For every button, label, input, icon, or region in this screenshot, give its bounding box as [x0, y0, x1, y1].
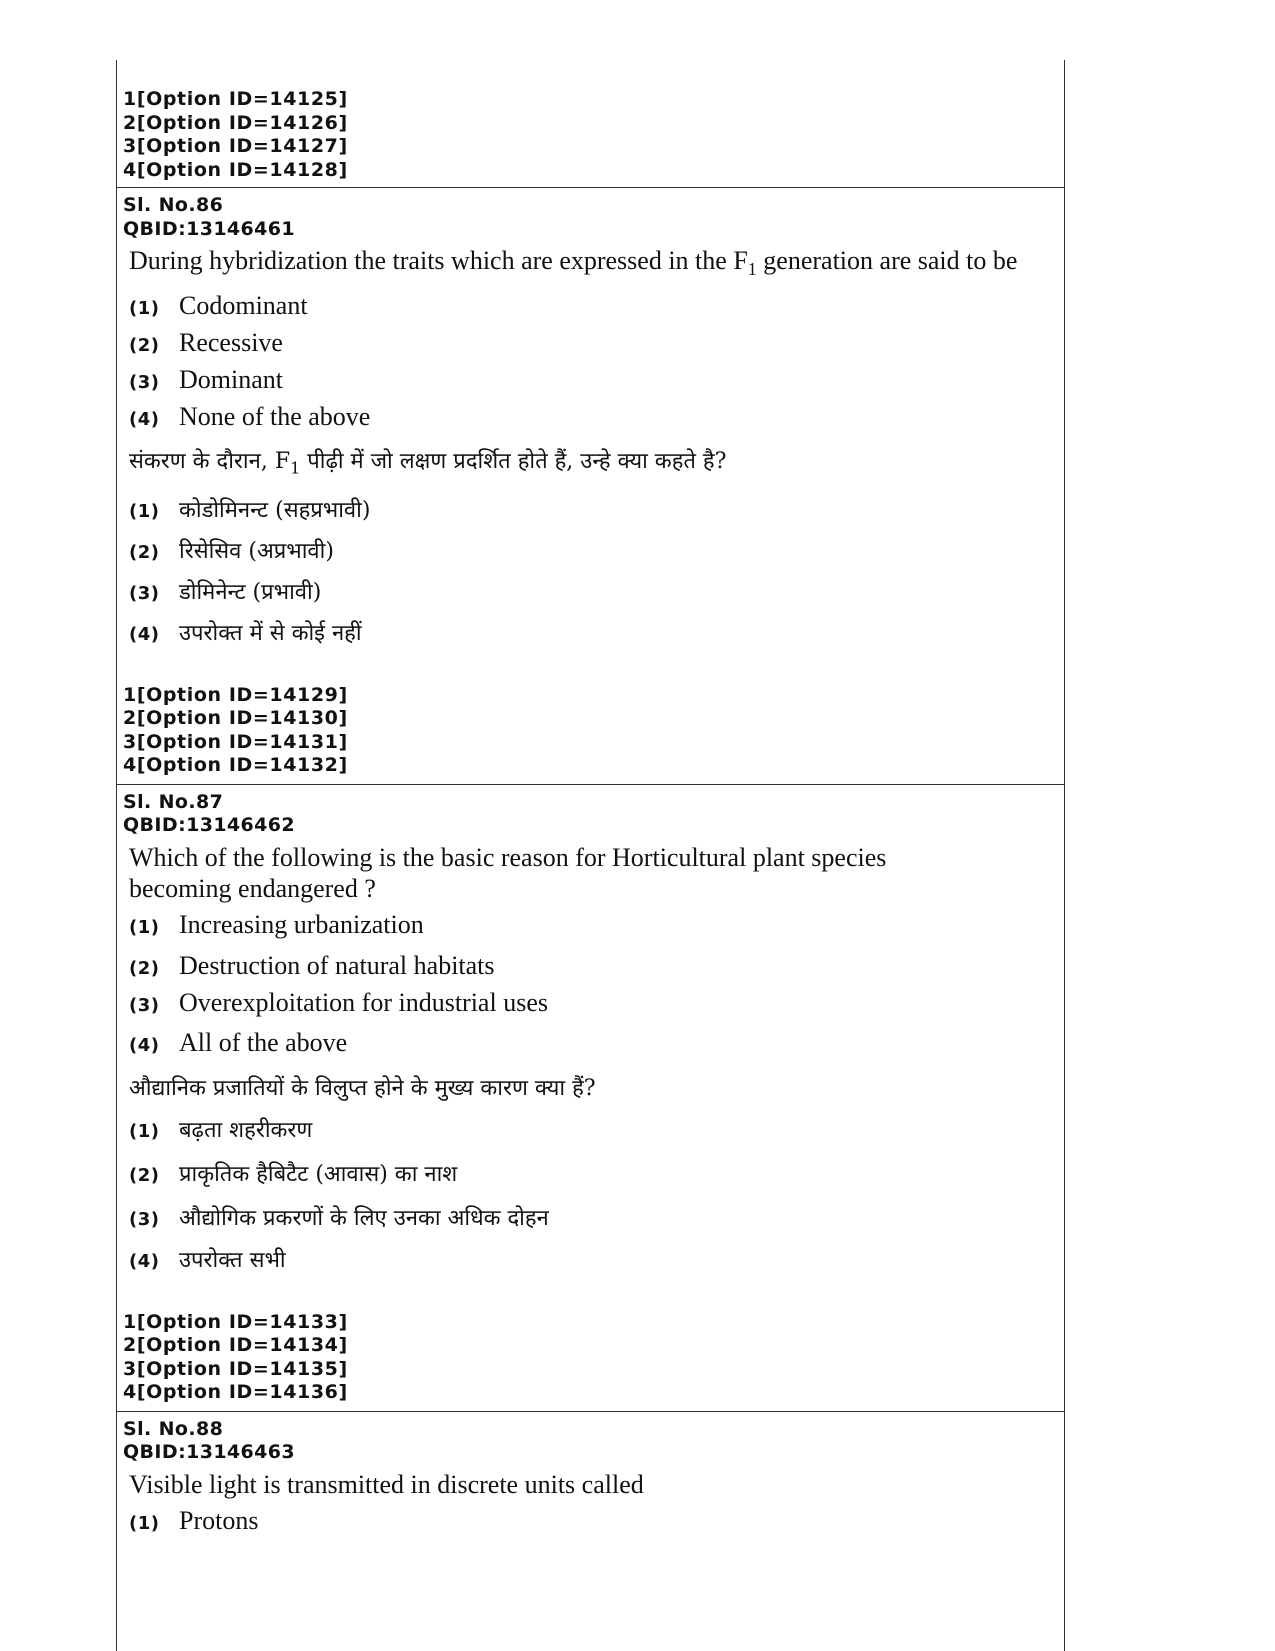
option-row	[129, 1028, 1058, 1066]
option-number: (2)	[129, 335, 160, 357]
option-text: Overexploitation for industrial uses	[179, 987, 548, 1017]
option-number: (1)	[129, 916, 160, 938]
option-id: 3[Option ID=14131]	[123, 730, 348, 753]
question-87	[117, 785, 1064, 1412]
option-number: (1)	[129, 500, 160, 522]
option-row	[129, 951, 1058, 988]
option-row	[129, 617, 1058, 658]
qbid: QBID:13146463	[123, 1441, 296, 1464]
serial-number: Sl. No.87	[123, 790, 224, 813]
option-text: None of the above	[179, 402, 371, 432]
option-row	[129, 535, 1058, 576]
option-id: 2[Option ID=14130]	[123, 707, 348, 730]
option-id: 2[Option ID=14126]	[123, 111, 348, 134]
option-row	[129, 1158, 1058, 1202]
question-text-hi: संकरण के दौरान, $F_1$ पीढ़ी में जो लक्षण प्रदर्शित होते हैं, उन्हे क्या कहते है?	[129, 449, 727, 478]
option-number: (3)	[129, 372, 160, 394]
option-number: (1)	[129, 298, 160, 320]
option-number: (1)	[129, 1512, 160, 1534]
option-ids	[123, 1285, 1058, 1411]
options-hi	[123, 1114, 1058, 1285]
question-86	[117, 188, 1064, 785]
option-text: प्राकृतिक हैबिटैट (आवास) का नाश	[179, 1161, 458, 1187]
option-text: डोमिनेन्ट (प्रभावी)	[179, 579, 322, 605]
option-text: औद्योगिक प्रकरणों के लिए उनका अधिक दोहन	[179, 1205, 549, 1231]
option-row	[129, 402, 1058, 439]
qbid: QBID:13146461	[123, 217, 296, 240]
option-row	[129, 1244, 1058, 1285]
serial-number: Sl. No.86	[123, 194, 224, 216]
option-row	[129, 576, 1058, 617]
option-text: Protons	[179, 1505, 259, 1535]
option-number: (4)	[129, 623, 160, 645]
options-en	[123, 910, 1058, 1066]
option-number: (4)	[129, 1034, 160, 1056]
question-text-en: Visible light is transmitted in discrete units called	[129, 1469, 644, 1499]
option-text: Codominant	[179, 291, 308, 321]
question-text-en: During hybridization the traits which are expressed in the $F_1$ generation are said to be	[129, 246, 1018, 280]
option-number: (4)	[129, 409, 160, 431]
option-number: (2)	[129, 1164, 160, 1186]
previous-option-ids	[117, 60, 1064, 188]
options-hi	[123, 494, 1058, 658]
option-id: 3[Option ID=14127]	[123, 135, 348, 157]
option-id: 4[Option ID=14128]	[123, 158, 348, 181]
option-text: Destruction of natural habitats	[179, 950, 495, 980]
option-row	[129, 328, 1058, 365]
option-row	[129, 494, 1058, 535]
option-row	[129, 365, 1058, 402]
option-text: बढ़ता शहरीकरण	[179, 1117, 313, 1143]
option-number: (2)	[129, 541, 160, 563]
option-id: 2[Option ID=14134]	[123, 1334, 348, 1357]
option-number: (3)	[129, 582, 160, 604]
option-text: कोडोमिनन्ट (सहप्रभावी)	[179, 497, 371, 523]
option-id: 1[Option ID=14125]	[123, 88, 348, 110]
option-id: 4[Option ID=14136]	[123, 1381, 348, 1404]
option-text: उपरोक्त में से कोई नहीं	[179, 620, 362, 646]
option-id: 1[Option ID=14129]	[123, 683, 348, 706]
serial-number: Sl. No.88	[123, 1417, 224, 1440]
option-id: 4[Option ID=14132]	[123, 754, 348, 777]
option-ids	[123, 658, 1058, 784]
options-en	[123, 1506, 1058, 1546]
option-text: उपरोक्त सभी	[179, 1247, 286, 1273]
option-id: 1[Option ID=14133]	[123, 1310, 348, 1333]
option-text: Dominant	[179, 365, 283, 395]
option-row	[129, 988, 1058, 1028]
question-text-hi: औद्यानिक प्रजातियों के विलुप्त होने के मुख्य कारण क्या हैं?	[129, 1075, 596, 1101]
option-text: Recessive	[179, 328, 283, 358]
option-id: 3[Option ID=14135]	[123, 1357, 348, 1380]
option-row	[129, 1506, 1058, 1546]
option-row	[129, 910, 1058, 951]
option-number: (3)	[129, 1208, 160, 1230]
option-text: Increasing urbanization	[179, 909, 424, 939]
option-number: (2)	[129, 957, 160, 979]
option-row	[129, 1202, 1058, 1244]
option-number: (3)	[129, 994, 160, 1016]
options-en	[123, 291, 1058, 439]
option-text: All of the above	[179, 1027, 348, 1057]
option-number: (4)	[129, 1250, 160, 1272]
qbid: QBID:13146462	[123, 814, 296, 837]
question-text-en: Which of the following is the basic reason for Horticultural plant species becoming endangered ?	[129, 842, 887, 903]
option-row	[129, 291, 1058, 328]
option-text: रिसेसिव (अप्रभावी)	[179, 538, 334, 564]
question-88	[117, 1412, 1064, 1546]
option-number: (1)	[129, 1120, 160, 1142]
option-row	[129, 1114, 1058, 1158]
page-frame	[116, 60, 1065, 1651]
